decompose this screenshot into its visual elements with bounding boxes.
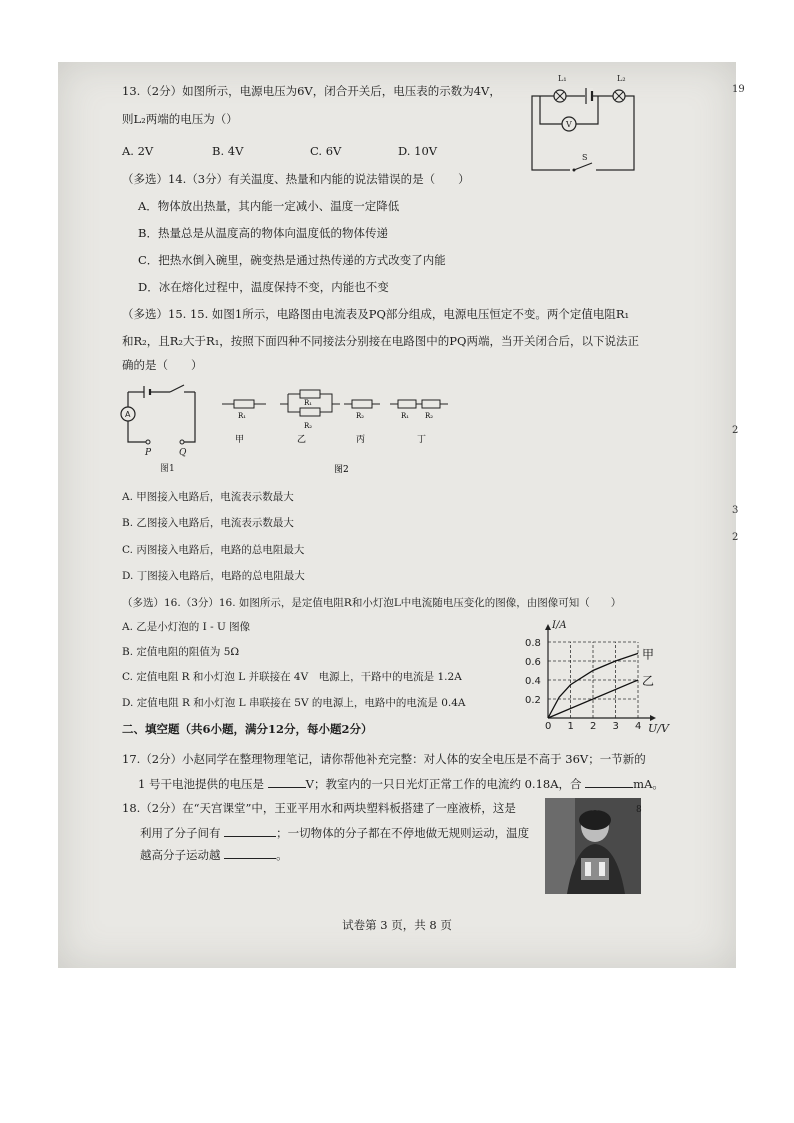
q18-blank-1[interactable] <box>224 826 276 837</box>
y-axis-label: I/A <box>552 620 567 631</box>
fig2-label-bing: 丙 <box>356 435 366 445</box>
q13-label-s: S <box>582 153 588 162</box>
series-label-2: 乙 <box>642 674 655 688</box>
x-axis-label: U/V <box>648 722 669 735</box>
q18-line2-b: ；一切物体的分子都在不停地做无规则运动，温度 <box>276 826 530 840</box>
q13-option-a: A. 2V <box>122 144 154 158</box>
q15-option-a: A. 甲图接入电路后，电流表示数最大 <box>122 491 294 503</box>
q13-option-d: D. 10V <box>398 144 438 158</box>
q15-option-d: D. 丁图接入电路后，电路的总电阻最大 <box>122 570 305 582</box>
x-tick-label: 1 <box>567 721 574 732</box>
q16-stem: （多选）16.（3分）16. 如图所示，是定值电阻R和小灯泡L中电流随电压变化的图像，由图像可知（ ） <box>122 597 622 609</box>
q13-line2: 则L₂两端的电压为（） <box>122 112 238 126</box>
q18-line3-b: 。 <box>276 848 288 862</box>
y-tick-label: 0.2 <box>525 695 541 706</box>
q17-line2-b: V；教室内的一只日光灯正常工作的电流约 0.18A，合 <box>305 777 582 791</box>
fig2-label-jia: 甲 <box>235 435 245 445</box>
x-tick-label: 0 <box>545 721 552 732</box>
q15-line3: 确的是（ ） <box>122 358 203 372</box>
q16-option-c: C. 定值电阻 R 和小灯泡 L 并联接在 4V 电源上，干路中的电流是 1.2A <box>122 671 462 683</box>
q13-option-b: B. 4V <box>212 144 244 158</box>
edge-mark: 19 <box>732 84 745 95</box>
q15-figure1-circuit <box>120 382 210 472</box>
q16-iu-chart <box>520 618 670 733</box>
q16-option-d: D. 定值电阻 R 和小灯泡 L 串联接在 5V 的电源上，电路中的电流是 0.4A <box>122 697 466 709</box>
fig2-ding-r2: R₂ <box>425 412 434 420</box>
q13-circuit-diagram <box>530 70 640 175</box>
fig1-caption: 图1 <box>160 464 175 474</box>
fig2-yi-r2: R₂ <box>304 422 313 430</box>
x-tick-label: 3 <box>612 721 619 732</box>
fig2-bing-r2: R₂ <box>356 412 365 420</box>
fig1-label-q: Q <box>179 448 187 458</box>
y-tick-label: 0.4 <box>525 676 541 687</box>
q18-line1: 18.（2分）在“天宫课堂”中，王亚平用水和两块塑料板搭建了一座液桥，这是 <box>122 801 516 815</box>
fig2-yi-r1: R₁ <box>304 399 313 407</box>
q15-line1: （多选）15. 15. 如图1所示，电路图由电流表及PQ部分组成，电源电压恒定不变。两个定值电阻R₁ <box>122 307 630 321</box>
series-label-1: 甲 <box>642 647 655 662</box>
q17-blank-2[interactable] <box>585 777 633 788</box>
q13-option-c: C. 6V <box>310 144 342 158</box>
fig2-ding-r1: R₁ <box>401 412 410 420</box>
q13-line1: 13.（2分）如图所示，电源电压为6V，闭合开关后，电压表的示数为4V， <box>122 84 501 98</box>
q15-option-b: B. 乙图接入电路后，电流表示数最大 <box>122 517 294 529</box>
q17-line2-a: 1 号干电池提供的电压是 <box>138 777 264 791</box>
q13-label-l2: L₂ <box>617 74 626 83</box>
x-tick-label: 2 <box>590 721 597 732</box>
page-footer: 试卷第 3 页，共 8 页 <box>342 918 452 932</box>
q15-option-c: C. 丙图接入电路后，电路的总电阻最大 <box>122 544 305 556</box>
fig2-label-ding: 丁 <box>417 435 427 445</box>
q14-stem: （多选）14.（3分）有关温度、热量和内能的说法错误的是（ ） <box>122 172 470 186</box>
edge-mark: 2 <box>732 532 739 543</box>
q15-line2: 和R₂，且R₂大于R₁，按照下面四种不同接法分别接在电路图中的PQ两端，当开关闭合后，以下说法正 <box>122 334 639 348</box>
q17-line1: 17.（2分）小赵同学在整理物理笔记，请你帮他补充完整：对人体的安全电压是不高于 36V；一节新的 <box>122 752 646 766</box>
q14-option-d: D．冰在熔化过程中，温度保持不变，内能也不变 <box>138 280 389 294</box>
edge-mark: 2 <box>732 425 739 436</box>
y-tick-label: 0.6 <box>525 657 541 668</box>
q17-line2-c: mA。 <box>633 777 664 791</box>
q13-label-l1: L₁ <box>558 74 567 83</box>
q18-line2 <box>140 826 529 840</box>
photo-mark: 8 <box>636 805 642 815</box>
y-tick-label: 0.8 <box>525 638 541 649</box>
q16-option-b: B. 定值电阻的阻值为 5Ω <box>122 646 240 658</box>
q16-option-a: A. 乙是小灯泡的 I - U 图像 <box>122 621 251 633</box>
fig1-label-p: P <box>145 448 152 458</box>
edge-mark: 3 <box>732 505 739 516</box>
fig2-caption: 图2 <box>334 465 349 475</box>
fig2-label-yi: 乙 <box>297 435 307 445</box>
q15-figure2-resistor-layouts <box>222 384 452 476</box>
q18-blank-2[interactable] <box>224 848 276 859</box>
q17-blank-1[interactable] <box>268 777 306 788</box>
q18-line3-a: 越高分子运动越 <box>140 848 221 862</box>
q13-label-v: V <box>566 120 572 129</box>
q14-option-c: C．把热水倒入碗里，碗变热是通过热传递的方式改变了内能 <box>138 253 446 267</box>
q17-line2 <box>138 777 664 791</box>
q14-option-b: B．热量总是从温度高的物体向温度低的物体传递 <box>138 226 388 240</box>
q18-line2-a: 利用了分子间有 <box>140 826 221 840</box>
q18-line3 <box>140 848 288 862</box>
section2-heading: 二、填空题（共6小题，满分12分，每小题2分） <box>122 722 373 736</box>
y-axis-arrow <box>545 624 551 630</box>
x-tick-label: 4 <box>635 721 642 732</box>
q14-option-a: A．物体放出热量，其内能一定减小、温度一定降低 <box>138 199 400 213</box>
fig2-jia-r1: R₁ <box>238 412 247 420</box>
x-axis-arrow <box>650 715 656 721</box>
fig1-label-a: A <box>125 410 131 419</box>
liquid-bridge-photo <box>545 798 641 894</box>
